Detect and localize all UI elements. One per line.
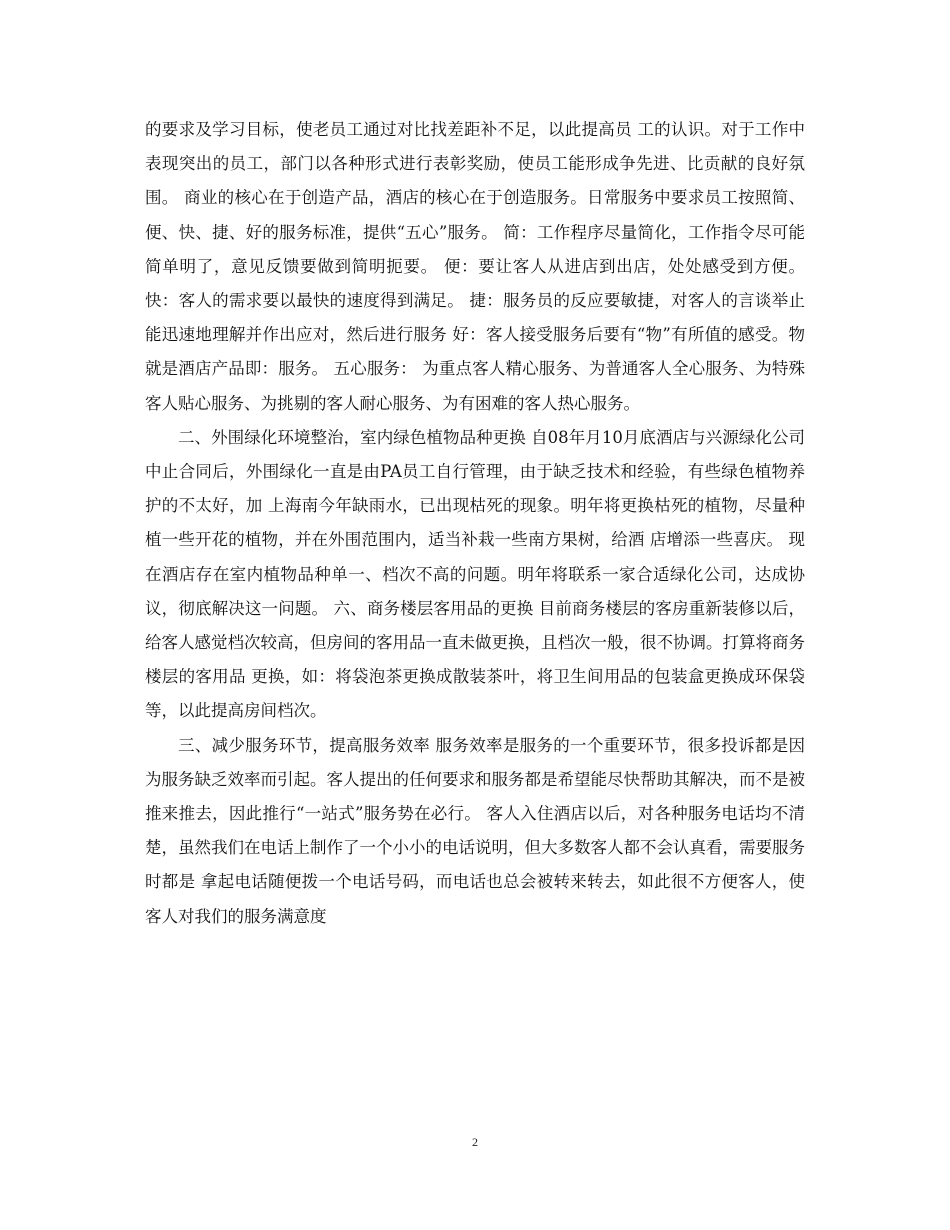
document-body — [145, 113, 805, 934]
paragraph-service-efficiency: 三、减少服务环节，提高服务效率 服务效率是服务的一个重要环节，很多投诉都是因为服务缺乏效率而引起。客人提出的任何要求和服务都是希望能尽快帮助其解决，而不是被 推来推去，因此推行“一站式”服务势在必行。 客人入住酒店以后，对各种服务电话均不清楚，虽然我们在电话上制作了一个小小的电话说明，但大多数客人都不会认真看，需要服务时都是 拿起电话随便拨一个电话号码，而电话也总会被转来转去，如此很不方便客人，使客人对我们的服务满意度 — [145, 735, 805, 926]
page-number: 2 — [472, 1135, 478, 1149]
paragraph-service-standards: 的要求及学习目标，使老员工通过对比找差距补不足，以此提高员 工的认识。对于工作中表现突出的员工，部门以各种形式进行表彰奖励，使员工能形成争先进、比贡献的良好氛围。 商业的核心在于创造产品，酒店的核心在于创造服务。日常服务中要求员工按照简、便、快、捷、好的服务标准，提供“五心”服务。 简：工作程序尽量简化，工作指令尽可能简单明了，意见反馈要做到简明扼要。 便：要让客人从进店到出店，处处感受到方便。 快：客人的需求要以最快的速度得到满足。 捷：服务员的反应要敏捷，对客人的言谈举止能迅速地理解并作出应对，然后进行服务 好：客人接受服务后要有“物”有所值的感受。物就是酒店产品即：服务。 五心服务： 为重点客人精心服务、为普通客人全心服务、为特殊客人贴心服务、为挑剔的客人耐心服务、为有困难的客人热心服务。 — [145, 120, 805, 413]
paragraph-greening-and-supplies: 二、外围绿化环境整治，室内绿色植物品种更换 自08年月10月底酒店与兴源绿化公司中止合同后，外围绿化一直是由PA员工自行管理，由于缺乏技术和经验，有些绿色植物养护的不太好，加 上海南今年缺雨水，已出现枯死的现象。明年将更换枯死的植物，尽量种植一些开花的植物，并在外围范围内，适当补栽一些南方果树，给酒 店增添一些喜庆。 现在酒店存在室内植物品种单一、档次不高的问题。明年将联系一家合适绿化公司，达成协议，彻底解决这一问题。 六、商务楼层客用品的更换 目前商务楼层的客房重新装修以后，给客人感觉档次较高，但房间的客用品一直未做更换，且档次一般，很不协调。打算将商务楼层的客用品 更换，如：将袋泡茶更换成散装茶叶，将卫生间用品的包装盒更换成环保袋等，以此提高房间档次。 — [145, 427, 805, 721]
